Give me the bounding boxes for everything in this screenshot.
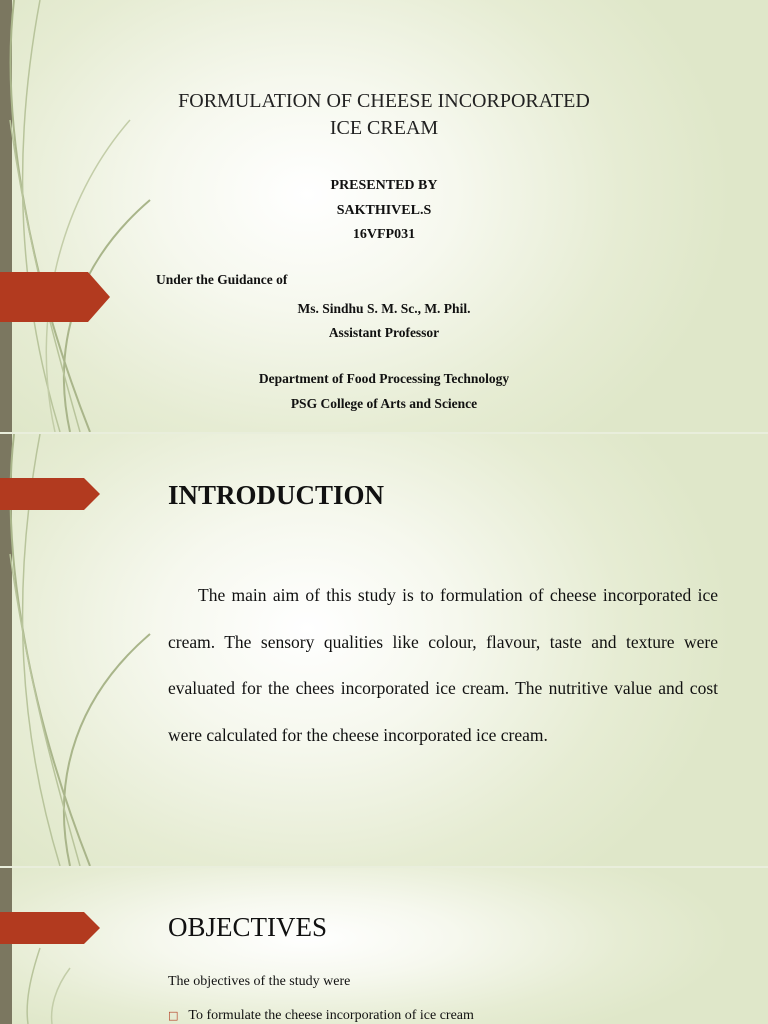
guide-block [0,297,768,345]
objectives-heading: OBJECTIVES [168,912,328,942]
institution-block [0,367,768,416]
guide-title: Assistant Professor [328,325,440,340]
swirl-decoration [0,868,200,1024]
roll-number: 16VFP031 [352,227,416,242]
introduction-paragraph: The main aim of this study is to formulation of cheese incorporated ice cream. The sensory qualities like colour, flavour, taste and texture were evaluated for the chees incorporated ice cream. The nutritive value and cost were calculated for the cheese incorporated ice cream. [168,585,718,745]
accent-tab [0,478,100,510]
college-name: PSG College of Arts and Science [290,395,478,411]
slide-objectives [0,868,768,1024]
presenter-block [0,174,768,248]
square-bullet-icon: □ [168,1009,179,1022]
objectives-intro: The objectives of the study were [168,974,351,989]
list-item [168,1008,474,1024]
presenter-name: SAKTHIVEL.S [336,202,432,218]
accent-tab [0,912,100,944]
title-line-2: ICE CREAM [329,117,439,139]
slide-introduction [0,434,768,866]
page-title [0,88,768,142]
guidance-label: Under the Guidance of [156,272,288,287]
introduction-heading: INTRODUCTION [168,480,385,510]
title-line-1: FORMULATION OF CHEESE INCORPORATED [178,90,590,112]
slide-title [0,0,768,432]
guide-name: Ms. Sindhu S. M. Sc., M. Phil. [297,301,471,316]
presented-by-label: PRESENTED BY [330,178,438,193]
list-item-text: To formulate the cheese incorporation of ice cream [188,1008,474,1023]
department-name: Department of Food Processing Technology [258,371,510,386]
